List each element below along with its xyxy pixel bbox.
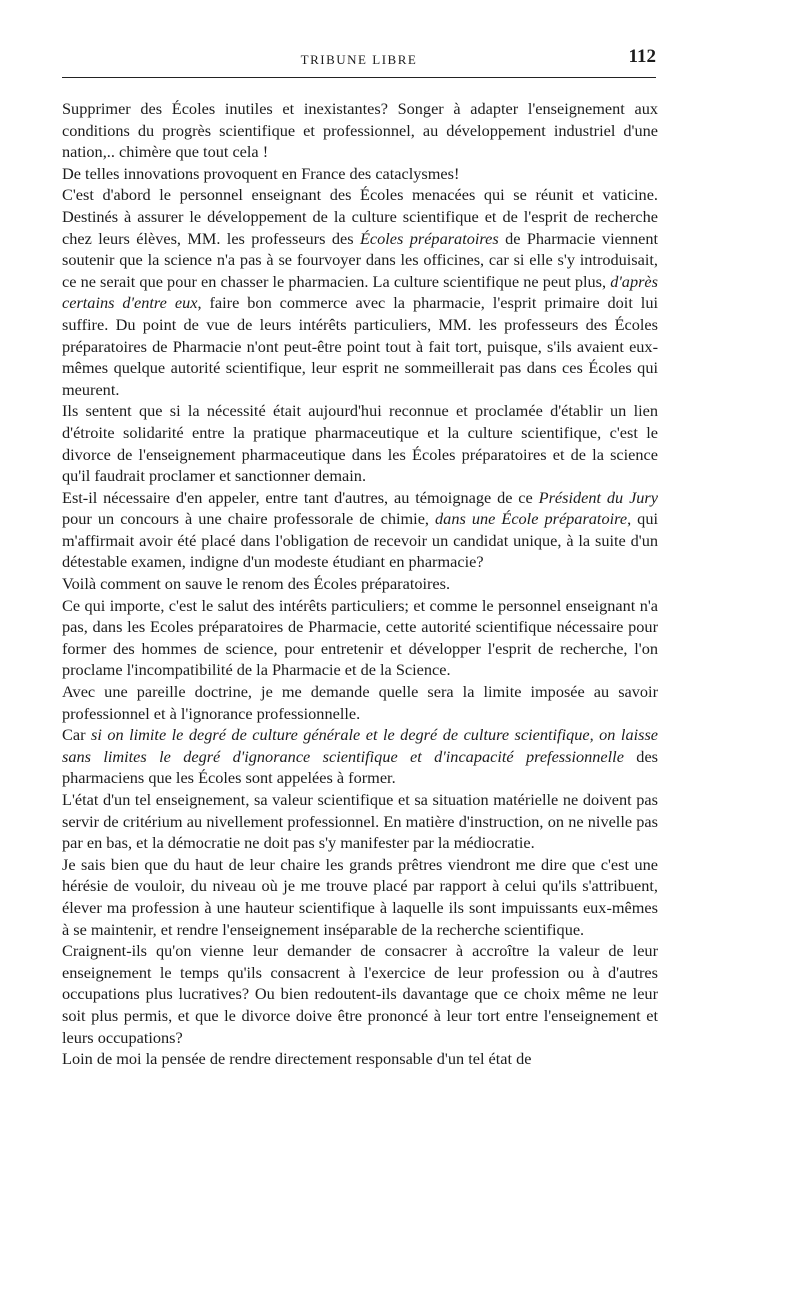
- paragraph-text: , faire bon commerce avec la pharmacie, l'esprit primaire doit lui suffire. Du point de vue de leurs intérêts particuliers, MM. les professeurs des Écoles préparatoires de Pharmacie n'ont peut-être point tout à fait tort, puisque, s'ils avaient eux-mêmes quelque autorité scientifique, leur esprit ne sommeillerait pas dans ces Écoles qui meurent.: [62, 293, 658, 399]
- paragraph: [62, 98, 658, 163]
- paragraph-text: Voilà comment on sauve le renom des Écoles préparatoires.: [62, 574, 451, 594]
- paragraph-text: Ils sentent que si la nécessité était aujourd'hui reconnue et proclamée d'établir un lien d'étroite solidarité entre la pratique pharmaceutique et la culture scientifique, c'est le divorce de l'enseignement pharmaceutique dans les Écoles préparatoires et de la science qu'il faudrait proclamer et sanctionner demain.: [62, 401, 658, 486]
- paragraph: [62, 573, 658, 595]
- italic-text: Président du Jury: [538, 487, 658, 507]
- page-number: 112: [628, 46, 656, 67]
- paragraph-text: , qui m'affirmait avoir été placé dans l'obligation de recevoir un candidat unique, à la suite d'un détestable examen, indigne d'un modeste étudiant en pharmacie?: [62, 509, 658, 572]
- paragraph-text: Loin de moi la pensée de rendre directement responsable d'un tel état de: [62, 1049, 532, 1069]
- paragraph-text: De telles innovations provoquent en France des cataclysmes!: [62, 163, 460, 183]
- paragraph-text: C'est d'abord le personnel enseignant des Écoles menacées qui se réunit et vaticine. Destinés à assurer le développement de la culture scientifique et de l'esprit de recherche chez leurs élèves, MM. les professeurs des: [62, 185, 658, 248]
- paragraph: [62, 595, 658, 681]
- header-rule: [62, 77, 656, 78]
- paragraph: [62, 487, 658, 573]
- running-head: TRIBUNE LIBRE: [300, 52, 418, 67]
- paragraph-text: des pharmaciens que les Écoles sont appelées à former.: [62, 746, 659, 788]
- paragraph: [62, 163, 658, 185]
- paragraph-text: Avec une pareille doctrine, je me demande quelle sera la limite imposée au savoir professionnel et à l'ignorance professionnelle.: [62, 682, 658, 723]
- paragraph: [62, 681, 658, 724]
- paragraph: [62, 940, 658, 1048]
- italic-text: Écoles préparatoires: [359, 228, 499, 248]
- italic-text: d'après certains d'entre eux: [62, 271, 658, 313]
- paragraph: [62, 854, 658, 940]
- italic-text: dans une École préparatoire: [435, 509, 628, 529]
- italic-text: si on limite le degré de culture générale et le degré de culture scientifique, on laisse sans limites le degré d'ignorance scientifique et d'incapacité prefessionnelle: [62, 725, 659, 766]
- paragraph-text: Ce qui importe, c'est le salut des intérêts particuliers; et comme le personnel enseignant n'a pas, dans les Ecoles préparatoires de Pharmacie, cette autorité scientifique nécessaire pour former des hommes de science, pour entretenir et développer l'esprit de recherche, l'on proclame l'incompatibilité de la Pharmacie et de la Science.: [62, 595, 658, 680]
- paragraph: [62, 789, 658, 854]
- paragraph-text: de Pharmacie viennent soutenir que la science n'a pas à se fourvoyer dans les officines, car si elle s'y introduisait, ce ne serait que pour en chasser le pharmacien. La culture scientifique ne peut plus,: [62, 228, 658, 291]
- paragraph-text: Supprimer des Écoles inutiles et inexistantes? Songer à adapter l'enseignement aux conditions du progrès scientifique et professionnel, au développement industriel d'une nation,.. chimère que tout cela !: [62, 99, 658, 162]
- paragraph: [62, 400, 658, 486]
- body-text: [62, 98, 658, 1070]
- paragraph: [62, 1048, 658, 1070]
- paragraph-text: Car: [62, 725, 91, 745]
- paragraph-text: Est-il nécessaire d'en appeler, entre tant d'autres, au témoignage de ce: [62, 487, 539, 507]
- paragraph-text: Je sais bien que du haut de leur chaire les grands prêtres viendront me dire que c'est une hérésie de vouloir, du niveau où je me trouve placé par rapport à celui qu'ils s'attribuent, élever ma profession à une hauteur scientifique à laquelle ils sont impuissants eux-mêmes à se maintenir, et rendre l'enseignement inséparable de la recherche scientifique.: [62, 854, 658, 939]
- paragraph: [62, 184, 658, 400]
- paragraph-text: L'état d'un tel enseignement, sa valeur scientifique et sa situation matérielle ne doivent pas servir de critérium au nivellement professionnel. En matière d'instruction, on ne nivelle pas par en bas, et la démocratie ne doit pas s'y manifester par la médiocratie.: [62, 790, 658, 853]
- paragraph-text: pour un concours à une chaire professorale de chimie,: [62, 509, 436, 529]
- paragraph: [62, 724, 658, 789]
- paragraph-text: Craignent-ils qu'on vienne leur demander de consacrer à accroître la valeur de leur enseignement le temps qu'ils consacrent à l'exercice de leur profession ou à d'autres occupations plus lucratives? Ou bien redoutent-ils davantage que ce choix même ne leur soit plus permis, et que le divorce doive être prononcé à leur tort entre l'enseignement et leurs occupations?: [62, 941, 658, 1047]
- page-header: [62, 44, 656, 80]
